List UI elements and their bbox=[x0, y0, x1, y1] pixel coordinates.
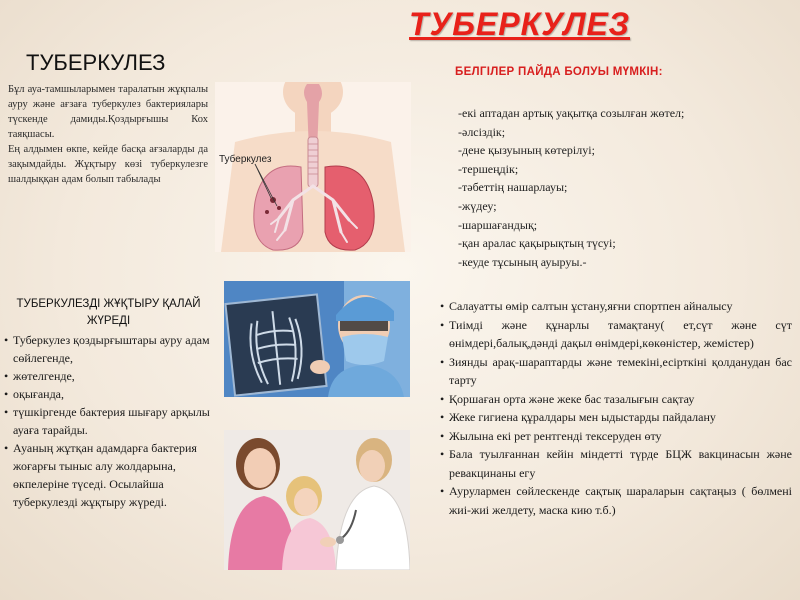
intro-paragraph: Бұл ауа-тамшыларымен таралатын жұқпалы ауру және ағзаға туберкулез бактериялары түскенде дамиды.Қоздырғышы Кох таяқшасы. bbox=[8, 84, 208, 140]
transmission-item: • жөтелгенде, bbox=[4, 367, 214, 385]
doctor-xray-icon bbox=[224, 281, 410, 397]
signs-list bbox=[458, 104, 788, 271]
sign-item: -дене қызуының көтерілуі; bbox=[458, 143, 595, 158]
sign-item: -жүдеу; bbox=[458, 198, 497, 213]
prevention-item: • Жеке гигиена құралдары мен ыдыстарды пайдалану bbox=[440, 408, 792, 427]
sign-item: -кеуде тұсының ауыруы.- bbox=[458, 254, 587, 269]
transmission-heading: ТУБЕРКУЛЕЗДІ ЖҰҚТЫРУ ҚАЛАЙ ЖҮРЕДІ bbox=[16, 298, 201, 327]
transmission-item: • оқығанда, bbox=[4, 385, 214, 403]
sign-item: -тәбеттің нашарлауы; bbox=[458, 180, 568, 195]
sign-item: -тершеңдік; bbox=[458, 161, 519, 176]
sign-item: -әлсіздік; bbox=[458, 124, 506, 139]
lungs-illustration bbox=[215, 82, 411, 252]
clinic-exam-photo bbox=[224, 430, 410, 570]
lungs-anatomy-icon bbox=[215, 82, 411, 252]
clinic-exam-icon bbox=[224, 430, 410, 570]
signs-heading: БЕЛГІЛЕР ПАЙДА БОЛУЫ МҮМКІН: bbox=[455, 66, 663, 78]
prevention-item: • Салауатты өмір салтын ұстану,яғни спортпен айналысу bbox=[440, 297, 792, 316]
sign-item: -қан аралас қақырықтың түсуі; bbox=[458, 236, 616, 251]
page-title: ТУБЕРКУЛЕЗ bbox=[409, 6, 630, 42]
transmission-list bbox=[4, 331, 214, 511]
prevention-item: • Тиімді және құнарлы тамақтану( ет,сүт және сүт өнімдері,балық,дәнді дақыл өнімдері,көкөністер, жемістер) bbox=[440, 316, 792, 353]
sign-item: -шаршағандық; bbox=[458, 217, 538, 232]
sign-item: -екі аптадан артық уақытқа созылған жөтел; bbox=[458, 106, 685, 120]
doctor-xray-photo bbox=[224, 281, 410, 397]
prevention-list bbox=[440, 297, 792, 519]
transmission-item: • түшкіргенде бактерия шығару арқылы ауаға тарайды. bbox=[4, 403, 214, 439]
prevention-item: • Аурулармен сөйлескенде сақтық шараларын сақтаңыз ( бөлмені жиі-жиі желдету, маска кию т.б.) bbox=[440, 482, 792, 519]
prevention-item: • Зиянды арақ-шараптарды және темекіні,есірткіні қолданудан бас тарту bbox=[440, 353, 792, 390]
prevention-item: • Бала туылғаннан кейін міндетті түрде БЦЖ вакцинасын және ревакцинаны егу bbox=[440, 445, 792, 482]
prevention-item: • Жылына екі рет рентгенді тексеруден өту bbox=[440, 427, 792, 446]
intro-text bbox=[8, 82, 208, 187]
transmission-item: • Ауаның жұтқан адамдарға бактерия жоғарғы тыныс алу жолдарына, өкпелеріне түседі. Осылайша туберкулезді жұқтыру жүреді. bbox=[4, 439, 214, 511]
lungs-label: Туберкулез bbox=[219, 154, 272, 165]
transmission-item: • Туберкулез қоздырғыштары ауру адам сөйлегенде, bbox=[4, 331, 214, 367]
intro-paragraph: Ең алдымен өкпе, кейде басқа ағзаларды да зақымдайды. Жұқтыру көзі туберкулезге шалдыққан адам болып табылады bbox=[8, 144, 208, 185]
section-subtitle: ТУБЕРКУЛЕЗ bbox=[26, 50, 166, 75]
prevention-item: • Қоршаған орта және жеке бас тазалығын сақтау bbox=[440, 390, 792, 409]
